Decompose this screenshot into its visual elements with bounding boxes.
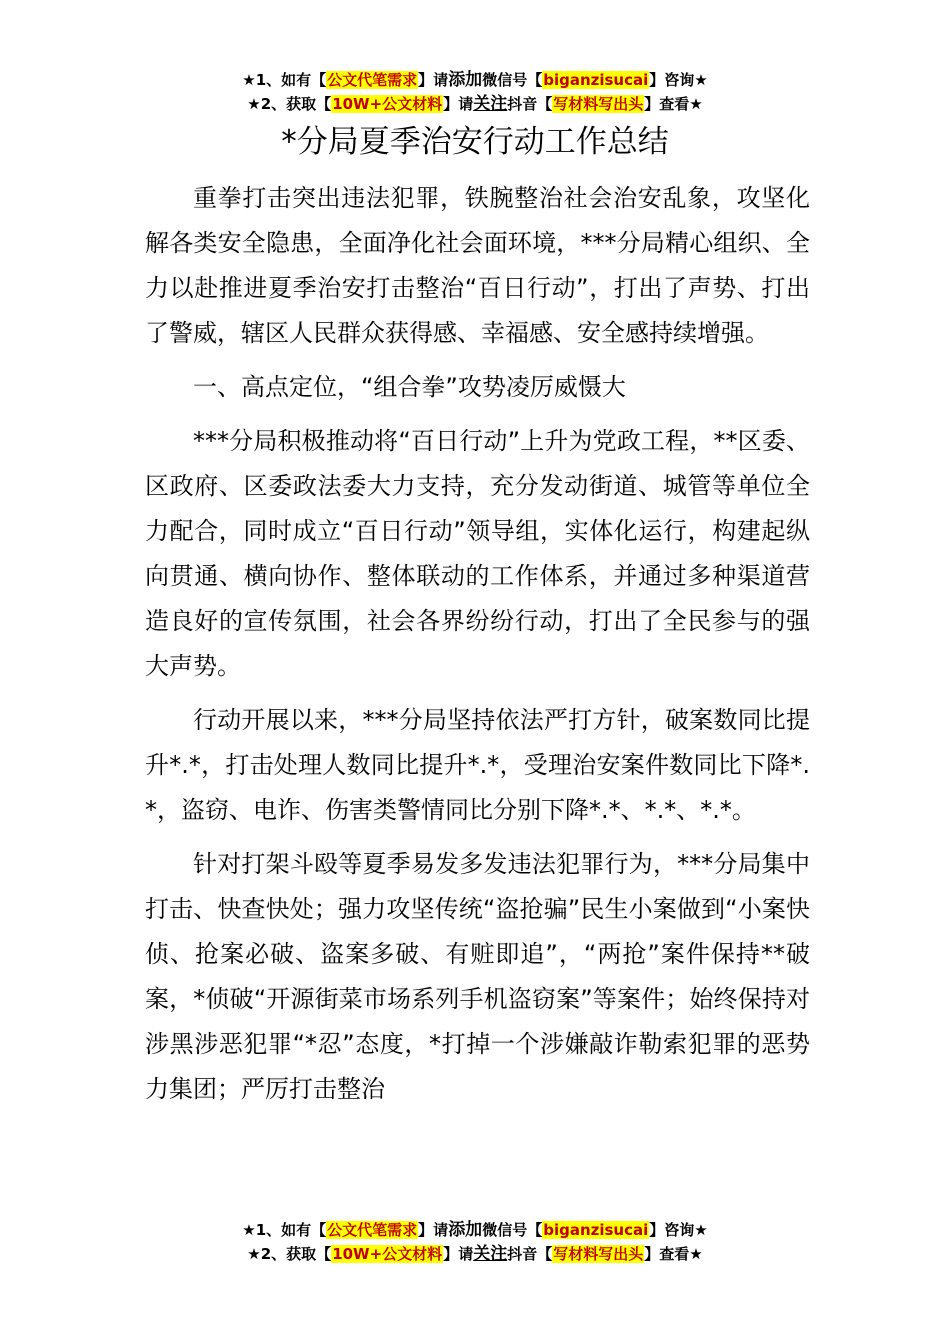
banner-emphasis: 关注 xyxy=(473,1244,508,1264)
banner-text: 微信号【 xyxy=(482,71,543,89)
banner-text: 】咨询★ xyxy=(649,1221,708,1239)
banner-text: 】请 xyxy=(418,71,449,89)
banner-highlight: biganzisucai xyxy=(543,1221,649,1239)
banner-text: 抖音【 xyxy=(507,95,553,113)
banner-highlight: 写材料写出头 xyxy=(553,95,644,113)
banner-text: 抖音【 xyxy=(507,1245,553,1263)
banner-text: 】请 xyxy=(418,1221,449,1239)
banner-highlight: 写材料写出头 xyxy=(553,1245,644,1263)
banner-emphasis: 关注 xyxy=(473,94,508,114)
banner-emphasis: 添加 xyxy=(448,70,483,90)
banner-emphasis: 添加 xyxy=(448,1220,483,1240)
banner-highlight: 10W+公文材料 xyxy=(332,95,443,113)
banner-text: 微信号【 xyxy=(482,1221,543,1239)
banner-text: ★2、获取【 xyxy=(247,1245,332,1263)
section-heading: 一、高点定位，“组合拳”攻势凌厉威慑大 xyxy=(193,373,626,401)
banner-highlight: 公文代笔需求 xyxy=(327,71,418,89)
banner-highlight: biganzisucai xyxy=(543,71,649,89)
bottom-banner xyxy=(0,1218,950,1266)
banner-text: 】请 xyxy=(443,1245,474,1263)
banner-text: 】请 xyxy=(443,95,474,113)
banner-text: ★2、获取【 xyxy=(247,95,332,113)
top-banner xyxy=(0,68,950,116)
document-title: *分局夏季治安行动工作总结 xyxy=(281,124,669,160)
banner-text: 】咨询★ xyxy=(649,71,708,89)
banner-highlight: 10W+公文材料 xyxy=(332,1245,443,1263)
paragraph: 针对打架斗殴等夏季易发多发违法犯罪行为，***分局集中打击、快查快处；强力攻坚传统“盗抢骗”民生小案做到“小案快侦、抢案必破、盗案多破、有赃即追”，“两抢”案件保持**破案，*侦破“开源街菜市场系列手机盗窃案”等案件；始终保持对涉黑涉恶犯罪“*忍”态度，*打掉一个涉嫌敲诈勒索犯罪的恶势力集团；严厉打击整治 xyxy=(145,850,810,1103)
banner-text: 】查看★ xyxy=(644,95,703,113)
paragraph: 行动开展以来，***分局坚持依法严打方针，破案数同比提升*.*，打击处理人数同比提升*.*，受理治安案件数同比下降*.*，盗窃、电诈、伤害类警情同比分别下降*.*、*.*、*.*。 xyxy=(145,706,810,824)
banner-line-2 xyxy=(0,1242,950,1266)
banner-line-1 xyxy=(0,1218,950,1242)
paragraph-intro: 重拳打击突出违法犯罪，铁腕整治社会治安乱象，攻坚化解各类安全隐患，全面净化社会面环境，***分局精心组织、全力以赴推进夏季治安打击整治“百日行动”，打出了声势、打出了警威，辖区人民群众获得感、幸福感、安全感持续增强。 xyxy=(145,184,810,347)
banner-text: ★1、如有【 xyxy=(242,1221,327,1239)
banner-highlight: 公文代笔需求 xyxy=(327,1221,418,1239)
banner-text: 】查看★ xyxy=(644,1245,703,1263)
document-body xyxy=(145,176,810,1121)
paragraph: ***分局积极推动将“百日行动”上升为党政工程，**区委、区政府、区委政法委大力支持，充分发动街道、城管等单位全力配合，同时成立“百日行动”领导组，实体化运行，构建起纵向贯通、横向协作、整体联动的工作体系，并通过多种渠道营造良好的宣传氛围，社会各界纷纷行动，打出了全民参与的强大声势。 xyxy=(145,427,810,680)
banner-line-2 xyxy=(0,92,950,116)
banner-text: ★1、如有【 xyxy=(242,71,327,89)
banner-line-1 xyxy=(0,68,950,92)
